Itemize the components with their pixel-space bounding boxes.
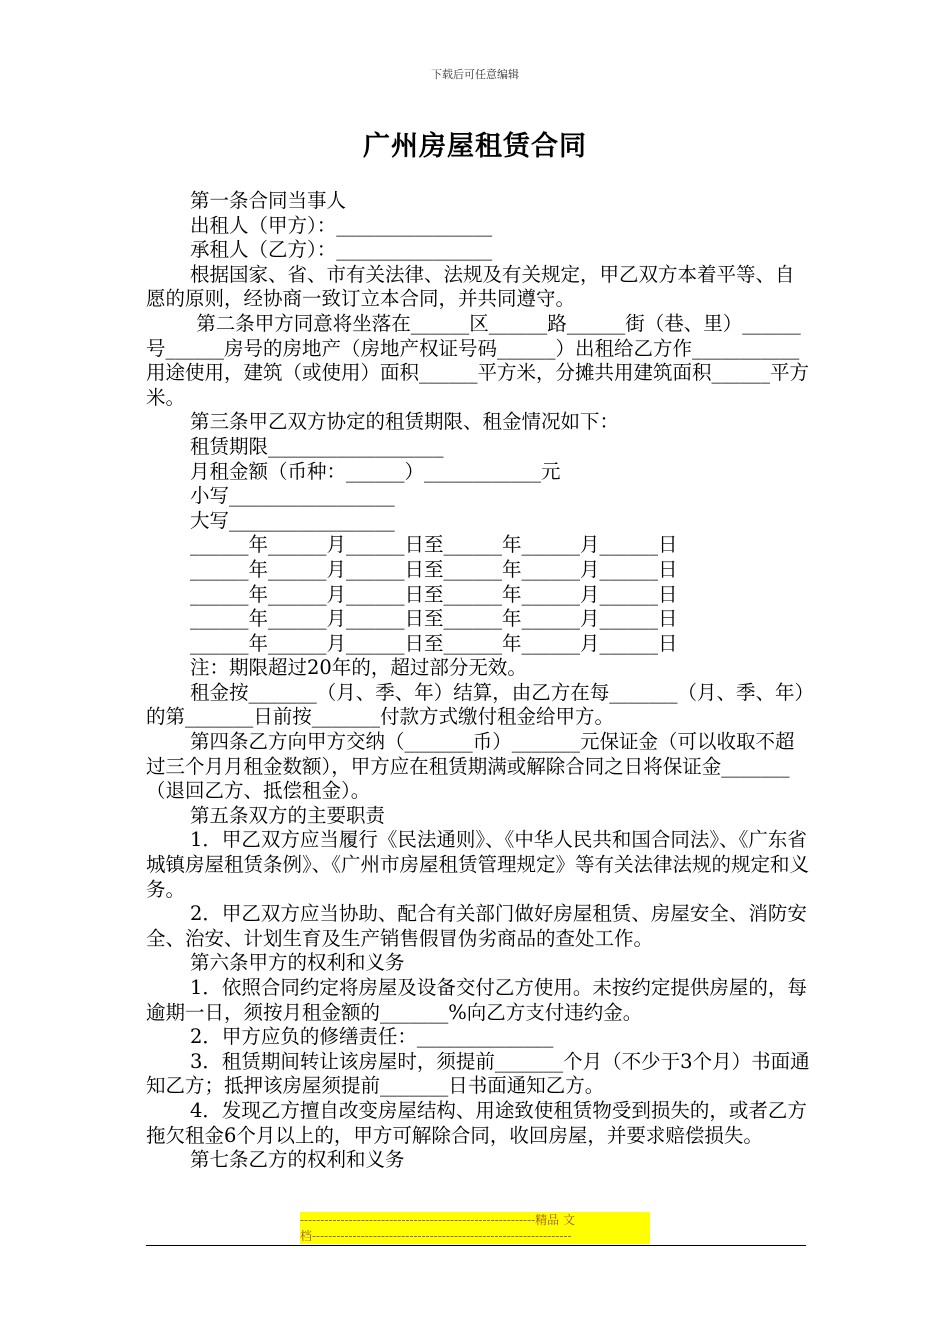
footer-banner-line-1: ----------------------------------------------------------精品 文 xyxy=(300,1213,575,1227)
document-title: 广州房屋租赁合同 xyxy=(363,131,587,162)
period-line: ______年______月______日至______年______月______日 xyxy=(190,607,678,631)
article-4-paragraph: 第四条乙方向甲方交纳（_______币）_______元保证金（可以收取不超过三个月月租金数额），甲方应在租赁期满或解除合同之日将保证金_______（退回乙方、抵偿租金）。 xyxy=(146,730,795,803)
article-6-heading: 第六条甲方的权利和义务 xyxy=(190,951,405,975)
amount-uppercase-line: 大写_________________ xyxy=(190,508,395,532)
article-1-heading: 第一条合同当事人 xyxy=(190,189,347,212)
article-2-paragraph: 第二条甲方同意将坐落在______区______路______街（巷、里）______号______房号的房地产（房地产权证号码______）出租给乙方作___________用途使用，建筑（或使用）面积______平方米，分摊共用建筑面积______平方米。 xyxy=(146,311,810,409)
article-6-item-4: 4．发现乙方擅自改变房屋结构、用途致使租赁物受到损失的，或者乙方拖欠租金6个月以上的，甲方可解除合同，收回房屋，并要求赔偿损失。 xyxy=(146,1098,807,1147)
article-6-item-2: 2．甲方应负的修缮责任：______________ xyxy=(190,1025,554,1049)
period-line: ______年______月______日至______年______月______日 xyxy=(190,631,678,655)
header-note: 下载后可任意编辑 xyxy=(431,68,519,81)
period-line: ______年______月______日至______年______月______日 xyxy=(190,533,678,557)
lease-term-line: 租赁期限__________________ xyxy=(190,434,444,458)
preamble-paragraph: 根据国家、省、市有关法律、法规及有关规定，甲乙双方本着平等、自愿的原则，经协商一致订立本合同，并共同遵守。 xyxy=(146,262,795,311)
term-note: 注：期限超过20年的，超过部分无效。 xyxy=(190,656,527,680)
footer-banner-line-2: 档---------------------------------------------------------------- xyxy=(300,1229,572,1243)
footer-watermark-banner xyxy=(300,1212,650,1244)
article-5-item-2: 2．甲乙双方应当协助、配合有关部门做好房屋租赁、房屋安全、消防安全、治安、计划生育及生产销售假冒伪劣商品的查处工作。 xyxy=(146,902,807,950)
article-6-item-1: 1．依照合同约定将房屋及设备交付乙方使用。未按约定提供房屋的，每逾期一日，须按月租金额的_______%向乙方支付违约金。 xyxy=(146,976,807,1024)
monthly-rent-line: 月租金额（币种：______）____________元 xyxy=(190,459,561,483)
contract-body xyxy=(146,189,810,1173)
amount-lowercase-line: 小写_________________ xyxy=(190,484,395,508)
period-line: ______年______月______日至______年______月______日 xyxy=(190,582,678,606)
period-line: ______年______月______日至______年______月______日 xyxy=(190,557,678,581)
lessee-line: 承租人（乙方）：________________ xyxy=(190,238,493,262)
lessor-line: 出租人（甲方）：________________ xyxy=(190,213,493,237)
article-3-heading: 第三条甲乙双方协定的租赁期限、租金情况如下： xyxy=(190,410,620,434)
footer-divider xyxy=(146,1245,806,1246)
article-7-heading: 第七条乙方的权利和义务 xyxy=(190,1148,405,1172)
article-5-item-1: 1．甲乙双方应当履行《民法通则》、《中华人民共和国合同法》、《广东省城镇房屋租赁条例》、《广州市房屋租赁管理规定》等有关法律法规的规定和义务。 xyxy=(146,828,810,901)
rent-settlement-paragraph: 租金按_______（月、季、年）结算，由乙方在每_______（月、季、年）的第_______日前按_______付款方式缴付租金给甲方。 xyxy=(146,680,805,729)
article-5-heading: 第五条双方的主要职责 xyxy=(190,803,386,827)
article-6-item-3: 3．租赁期间转让该房屋时，须提前_______个月（不少于3个月）书面通知乙方；抵押该房屋须提前_______日书面通知乙方。 xyxy=(146,1049,810,1098)
